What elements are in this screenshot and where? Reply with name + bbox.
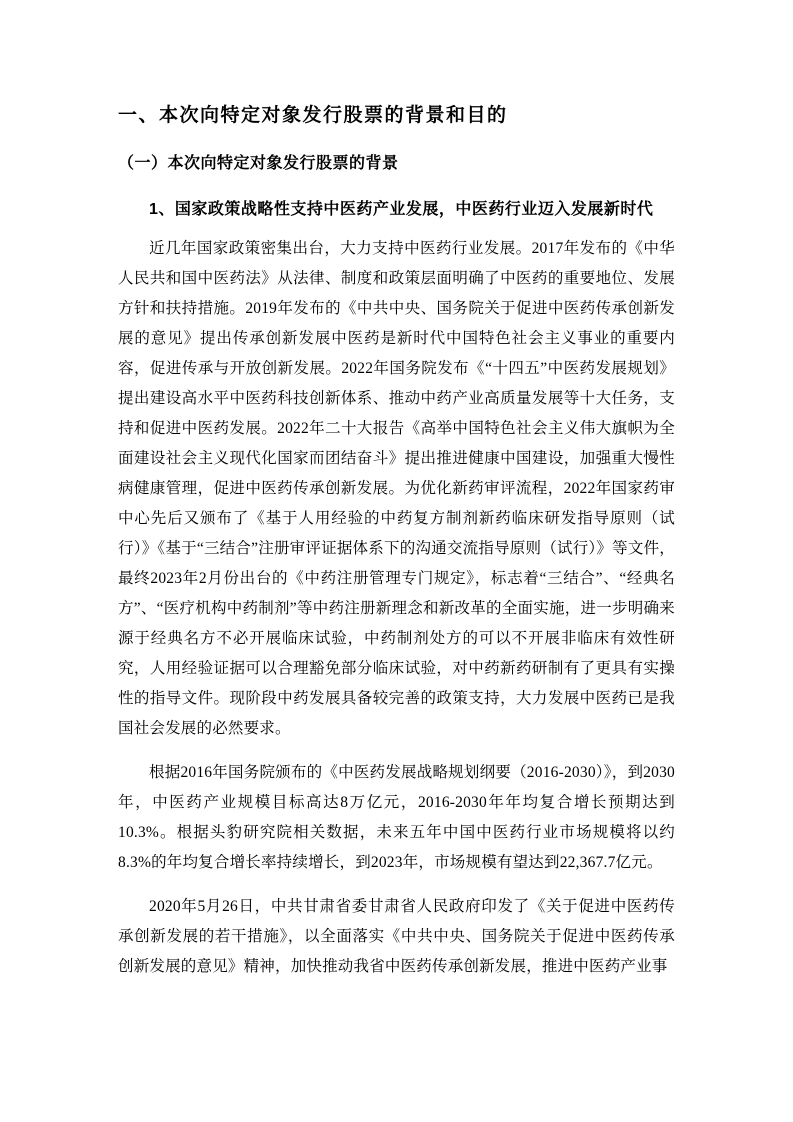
section-heading-level1: 一、本次向特定对象发行股票的背景和目的	[118, 105, 508, 126]
paragraph-gansu-province-measures: 2020年5月26日，中共甘肃省委甘肃省人民政府印发了《关于促进中医药传承创新发展的若干措施》，以全面落实《中共中央、国务院关于促进中医药传承创新发展的意见》精神，加快推动我省中医药传承创新发展，推进中医药产业事	[118, 898, 675, 975]
paragraph-national-policy-support: 近几年国家政策密集出台，大力支持中医药行业发展。2017年发布的《中华人民共和国中医药法》从法律、制度和政策层面明确了中医药的重要地位、发展方针和扶持措施。2019年发布的《中共中央、国务院关于促进中医药传承创新发展的意见》提出传承创新发展中医药是新时代中国特色社会主义事业的重要内容，促进传承与开放创新发展。2022年国务院发布《“十四五”中医药发展规划》提出建设高水平中医药科技创新体系、推动中药产业高质量发展等十大任务，支持和促进中医药发展。2022年二十大报告《高举中国特色社会主义伟大旗帜为全面建设社会主义现代化国家而团结奋斗》提出推进健康中国建设，加强重大慢性病健康管理，促进中医药传承创新发展。为优化新药审评流程，2022年国家药审中心先后又颁布了《基于人用经验的中药复方制剂新药临床研发指导原则（试行）》《基于“三结合”注册审评证据体系下的沟通交流指导原则（试行）》等文件，最终2023年2月份出台的《中药注册管理专门规定》，标志着“三结合”、“经典名方”、“医疗机构中药制剂”等中药注册新理念和新改革的全面实施，进一步明确来源于经典名方不必开展临床试验，中药制剂处方的可以不开展非临床有效性研究，人用经验证据可以合理豁免部分临床试验，对中药新药研制有了更具有实操性的指导文件。现阶段中药发展具备较完善的政策支持，大力发展中医药已是我国社会发展的必然要求。	[118, 240, 675, 737]
paragraph-industry-market-size: 根据2016年国务院颁布的《中医药发展战略规划纲要（2016-2030）》，到2030年，中医药产业规模目标高达8万亿元，2016-2030年年均复合增长预期达到10.3%。根据头豹研究院相关数据，未来五年中国中医药行业市场规模将以约8.3%的年均复合增长率持续增长，到2023年，市场规模有望达到22,367.7亿元。	[118, 764, 675, 871]
section-heading-level3: 1、国家政策战略性支持中医药产业发展，中医药行业迈入发展新时代	[149, 201, 654, 218]
section-heading-level2: （一）本次向特定对象发行股票的背景	[118, 155, 399, 172]
